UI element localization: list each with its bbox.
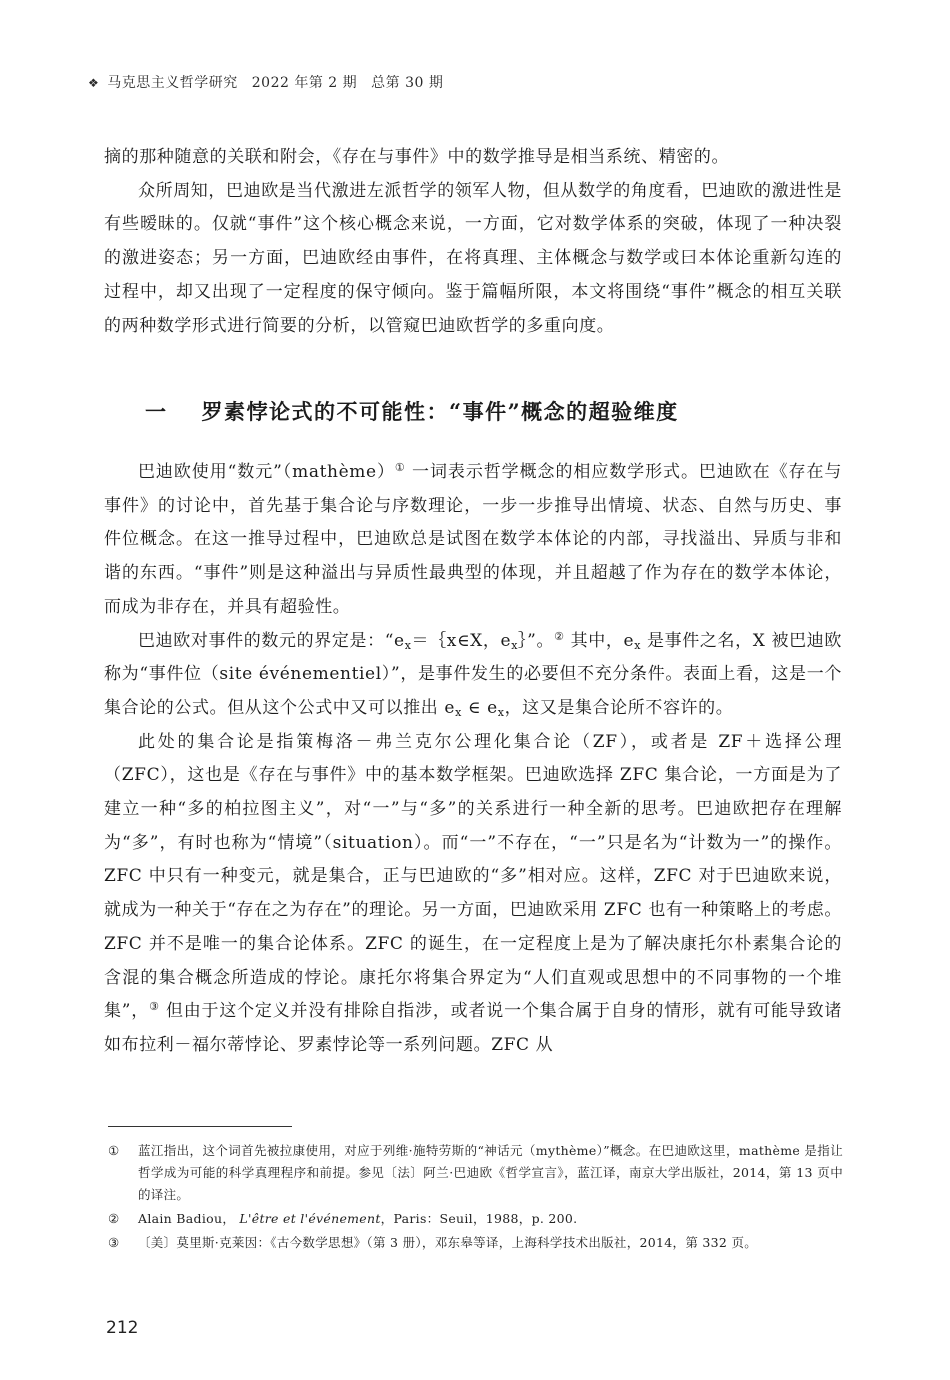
- footnote-text: 〔美〕莫里斯·克莱因：《古今数学思想》（第 3 册），邓东皋等译，上海科学技术出版社，2014，第 332 页。: [138, 1235, 758, 1250]
- footnote-text: 蓝江指出，这个词首先被拉康使用，对应于列维·施特劳斯的“神话元（mythème）”概念。在巴迪欧这里，mathème 是指让哲学成为可能的科学真理程序和前提。参见〔法〕阿兰·巴迪欧《哲学宣言》，蓝江译，南京大学出版社，2014，第 13 页中的译注。: [138, 1143, 843, 1202]
- section-heading: [145, 396, 679, 426]
- section-body: [104, 456, 842, 1063]
- footnote-ref-2[interactable]: ②: [554, 629, 565, 643]
- paragraph-continued: 摘的那种随意的关联和附会，《存在与事件》中的数学推导是相当系统、精密的。: [104, 147, 730, 167]
- footnotes: [108, 1140, 843, 1256]
- intro-text: [104, 141, 842, 343]
- paragraph-intro: 众所周知，巴迪欧是当代激进左派哲学的领军人物，但从数学的角度看，巴迪欧的激进性是有些暧昧的。仅就“事件”这个核心概念来说，一方面，它对数学体系的突破，体现了一种决裂的激进姿态；另一方面，巴迪欧经由事件，在将真理、主体概念与数学或曰本体论重新勾连的过程中，却又出现了一定程度的保守倾向。鉴于篇幅所限，本文将围绕“事件”概念的相互关联的两种数学形式进行简要的分析，以管窥巴迪欧哲学的多重向度。: [104, 180, 842, 336]
- total-issue-label: 总第 30 期: [371, 75, 444, 91]
- footnote-item: [108, 1140, 843, 1206]
- journal-name: 马克思主义哲学研究: [107, 75, 238, 91]
- footnote-ref-1[interactable]: ①: [394, 461, 406, 474]
- footnote-marker: ①: [108, 1143, 120, 1158]
- footnote-item: [108, 1208, 843, 1230]
- paragraph-formula: 巴迪欧对事件的数元的界定是：“$e_x=\{x\in X$，$e_x\}$”。② 其中，$e_x$ 是事件之名，X 被巴迪欧称为“事件位（site événementiel）”，是事件发生的必要但不充分条件。表面上看，这是一个集合论的公式。但从这个公式中又可以推出 $e_x$ ∈ $e_x$，这又是集合论所不容许的。: [104, 629, 842, 719]
- paragraph-matheme: 巴迪欧使用“数元”（mathème）① 一词表示哲学概念的相应数学形式。巴迪欧在《存在与事件》的讨论中，首先基于集合论与序数理论，一步一步推导出情境、状态、自然与历史、事件位概念。在这一推导过程中，巴迪欧总是试图在数学本体论的内部，寻找溢出、异质与非和谐的东西。“事件”则是这种溢出与异质性最典型的体现，并且超越了作为存在的数学本体论，而成为非存在，并具有超验性。: [104, 461, 842, 617]
- book-title: L'être et l'événement: [239, 1211, 381, 1226]
- footnote-marker: ②: [108, 1211, 120, 1226]
- diamond-ornament-icon: ❖: [88, 76, 100, 90]
- page-number: 212: [106, 1318, 139, 1338]
- footnote-ref-3[interactable]: ③: [149, 1000, 160, 1014]
- section-number: 一: [145, 399, 168, 424]
- footnote-item: [108, 1232, 843, 1254]
- paragraph-zf: 此处的集合论是指策梅洛－弗兰克尔公理化集合论（ZF），或者是 ZF＋选择公理（ZFC），这也是《存在与事件》中的基本数学框架。巴迪欧选择 ZFC 集合论，一方面是为了建立一种“多的柏拉图主义”，对“一”与“多”的关系进行一种全新的思考。巴迪欧把存在理解为“多”，有时也称为“情境”（situation）。而“一”不存在，“一”只是名为“计数为一”的操作。ZFC 中只有一种变元，就是集合，正与巴迪欧的“多”相对应。这样，ZFC 对于巴迪欧来说，就成为一种关于“存在之为存在”的理论。另一方面，巴迪欧采用 ZFC 也有一种策略上的考虑。ZFC 并不是唯一的集合论体系。ZFC 的诞生，在一定程度上是为了解决康托尔朴素集合论的含混的集合概念所造成的悖论。康托尔将集合界定为“人们直观或思想中的不同事物的一个堆集”，③ 但由于这个定义并没有排除自指涉，或者说一个集合属于自身的情形，就有可能导致诸如布拉利－福尔蒂悖论、罗素悖论等一系列问题。ZFC 从: [104, 731, 842, 1055]
- issue-label: 2022 年第 2 期: [251, 75, 358, 91]
- footnote-divider: [108, 1126, 292, 1127]
- footnote-marker: ③: [108, 1235, 120, 1250]
- footnote-text: Alain Badiou， L'être et l'événement，Paris：Seuil，1988，p. 200.: [138, 1211, 578, 1226]
- running-header: [88, 72, 443, 92]
- section-title: 罗素悖论式的不可能性：“事件”概念的超验维度: [201, 399, 679, 424]
